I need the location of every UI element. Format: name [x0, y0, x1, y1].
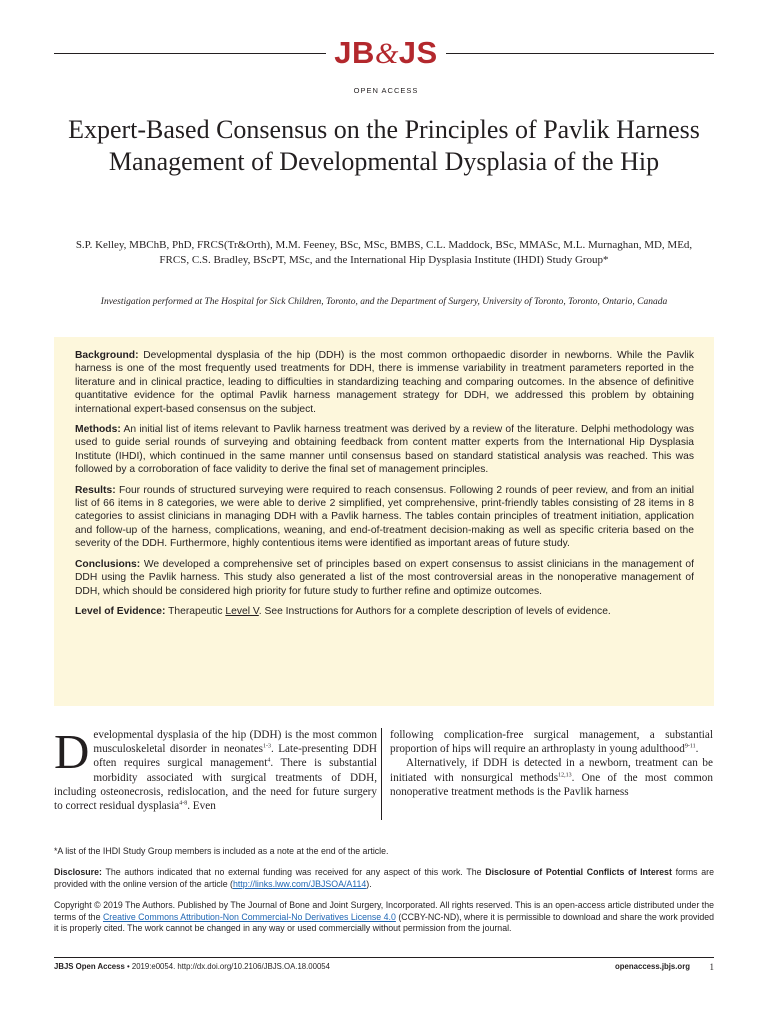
footer-site[interactable]: openaccess.jbjs.org — [615, 962, 690, 971]
abstract-level-of-evidence — [75, 605, 694, 618]
footer-journal-name: JBJS Open Access — [54, 962, 125, 971]
disclosure-text: The authors indicated that no external funding was received for any aspect of this work. The — [105, 867, 482, 878]
body-right-text-1: following complication-free surgical management, a substantial proportion of hips will require an arthroplasty in young adulthood — [390, 729, 713, 756]
abstract-conclusions — [75, 558, 694, 598]
citation-sup: 12,13 — [558, 771, 572, 778]
body-right-text-3: Alternatively, if DDH is detected in a newborn, treatment can be initiated with nonsurgical methods — [390, 757, 713, 784]
logo-ampersand: & — [374, 37, 399, 70]
results-text: Four rounds of structured surveying were required to reach consensus. Following 2 rounds of peer review, and from an initial list of 66 items in 8 categories, we were able to derive 2 simplified, yet comprehensive, print-friendly tables consisting of 28 items in 8 categories to assist clinicians in managing DDH with a Pavlik harness. The tables contain principles of treatment initiation, application and follow-up of the harness, complications, weaning, and end-of-treatment decision-making as well as specific criteria based on the severity of the DDH. Furthermore, highly contentious items were identified as important areas of future study. — [75, 484, 694, 550]
body-column-right — [390, 728, 713, 799]
disclosure-note — [54, 867, 714, 890]
citation-sup: 4 — [267, 757, 271, 764]
article-title: Expert-Based Consensus on the Principles of Pavlik Harness Management of Developmental Dysplasia of the Hip — [68, 115, 700, 176]
conclusions-text: We developed a comprehensive set of principles based on expert consensus to assist clinicians in the management of DDH using the Pavlik harness. This study also generated a list of the most controversial areas in the nonoperative management of DDH, which should be considered high priority for future study to further refine and optimize outcomes. — [75, 558, 694, 597]
disclosure-conflicts-bold: Disclosure of Potential Conflicts of Interest — [485, 867, 672, 878]
study-group-note: *A list of the IHDI Study Group members is included as a note at the end of the article. — [54, 846, 389, 856]
level-v-link[interactable]: Level V — [225, 605, 259, 617]
page-footer — [54, 961, 714, 975]
masthead-subtitle: OPEN ACCESS — [353, 86, 419, 95]
citation-sup: 4-8 — [179, 800, 188, 807]
jbjs-logo — [326, 36, 446, 71]
article-authors: S.P. Kelley, MBChB, PhD, FRCS(Tr&Orth), M.M. Feeney, BSc, MSc, BMBS, C.L. Maddock, BSc, MMASc, M.L. Murnaghan, MD, MEd, FRCS, C.S. Bradley, BScPT, MSc, and the International Hip Dysplasia Institute (IHDI) Study Group* — [75, 239, 693, 266]
masthead-rule-right — [446, 53, 714, 54]
methods-text: An initial list of items relevant to Pavlik harness treatment was derived by a review of the literature. Delphi methodology was used to guide serial rounds of surveying and obtaining feedback from content matter experts from the International Hip Dysplasia Institute (IHDI), which continued in the same manner until consensus based on standard statistical analysis was reached. This was followed by a corroboration of face validity to derive the final set of management principles. — [75, 424, 695, 476]
copyright-text-1: Copyright © 2019 The Authors. Published by The Journal of Bone and Joint Surgery, Incorporated. All rights reserved. This is an open-access article distributed under the terms of the — [54, 900, 714, 922]
footnotes — [54, 846, 714, 944]
copyright-note — [54, 900, 714, 934]
body-left-text-3: . There is substantial morbidity associated with surgical treatments of DDH, including osteonecrosis, redislocation, and the need for future surgery to correct residual dysplasia — [54, 757, 377, 813]
level-pre: Therapeutic — [168, 605, 223, 617]
footer-rule — [54, 957, 714, 958]
abstract-methods — [75, 423, 694, 477]
citation-sup: 9-11 — [684, 743, 696, 750]
disclosure-text-2: forms are provided with the online version of the article ( — [54, 867, 714, 889]
conclusions-heading: Conclusions: — [75, 558, 141, 570]
abstract-results — [75, 484, 694, 551]
column-divider — [381, 728, 382, 820]
footer-citation-number: 2019:e0054. — [131, 962, 176, 971]
body-right-text-4: . One of the most common nonoperative treatment methods is the Pavlik harness — [390, 771, 713, 798]
body-left-text-2: . Late-presenting DDH often requires surgical management — [93, 743, 377, 770]
citation-sup: 1-3 — [263, 743, 272, 750]
body-right-paragraph-2 — [390, 756, 713, 799]
body-left-text-4: . Even — [187, 800, 216, 813]
results-heading: Results: — [75, 484, 116, 496]
logo-js: JS — [398, 35, 438, 70]
footer-bullet: • — [126, 962, 130, 971]
level-heading: Level of Evidence: — [75, 605, 166, 617]
logo-jb: JB — [334, 35, 375, 70]
abstract-box — [54, 337, 714, 706]
page-number: 1 — [709, 962, 714, 972]
drop-cap: D — [54, 724, 90, 779]
journal-masthead — [0, 36, 768, 96]
footer-citation — [54, 961, 330, 973]
background-text: Developmental dysplasia of the hip (DDH) is the most common orthopaedic disorder in newborns. While the Pavlik harness is one of the most frequently used treatments for DDH, there is immense variability in treatment parameters reported in the literature and in clinical practice, leading to difficulties in standardizing teaching and comparing outcomes. In the absence of definitive quantitative evidence for the optimal Pavlik harness management strategy for DDH, we addressed this problem by obtaining international expert-based consensus on the subject. — [75, 350, 694, 415]
body-left-text-1: evelopmental dysplasia of the hip (DDH) is the most common musculoskeletal disorder in neonates — [93, 729, 377, 756]
disclosure-link[interactable]: http://links.lww.com/JBJSOA/A114 — [232, 878, 367, 889]
background-heading: Background: — [75, 350, 139, 361]
disclosure-heading: Disclosure: — [54, 867, 102, 878]
copyright-text-2: (CCBY-NC-ND), where it is permissible to download and share the work provided it is properly cited. The work cannot be changed in any way or used commercially without permission from the journal. — [54, 911, 715, 934]
level-post: . See Instructions for Authors for a complete description of levels of evidence. — [258, 605, 611, 617]
footer-doi[interactable]: http://dx.doi.org/10.2106/JBJS.OA.18.00054 — [177, 962, 330, 971]
abstract-background — [75, 349, 694, 416]
disclosure-end: ). — [366, 878, 372, 889]
body-column-left — [54, 724, 377, 813]
article-affiliation: Investigation performed at The Hospital for Sick Children, Toronto, and the Department of Surgery, University of Toronto, Toronto, Ontario, Canada — [100, 297, 668, 307]
body-right-text-2: . — [695, 743, 699, 756]
license-link[interactable]: Creative Commons Attribution-Non Commercial-No Derivatives License 4.0 — [102, 911, 396, 922]
methods-heading: Methods: — [75, 424, 121, 436]
masthead-rule-left — [54, 53, 326, 54]
